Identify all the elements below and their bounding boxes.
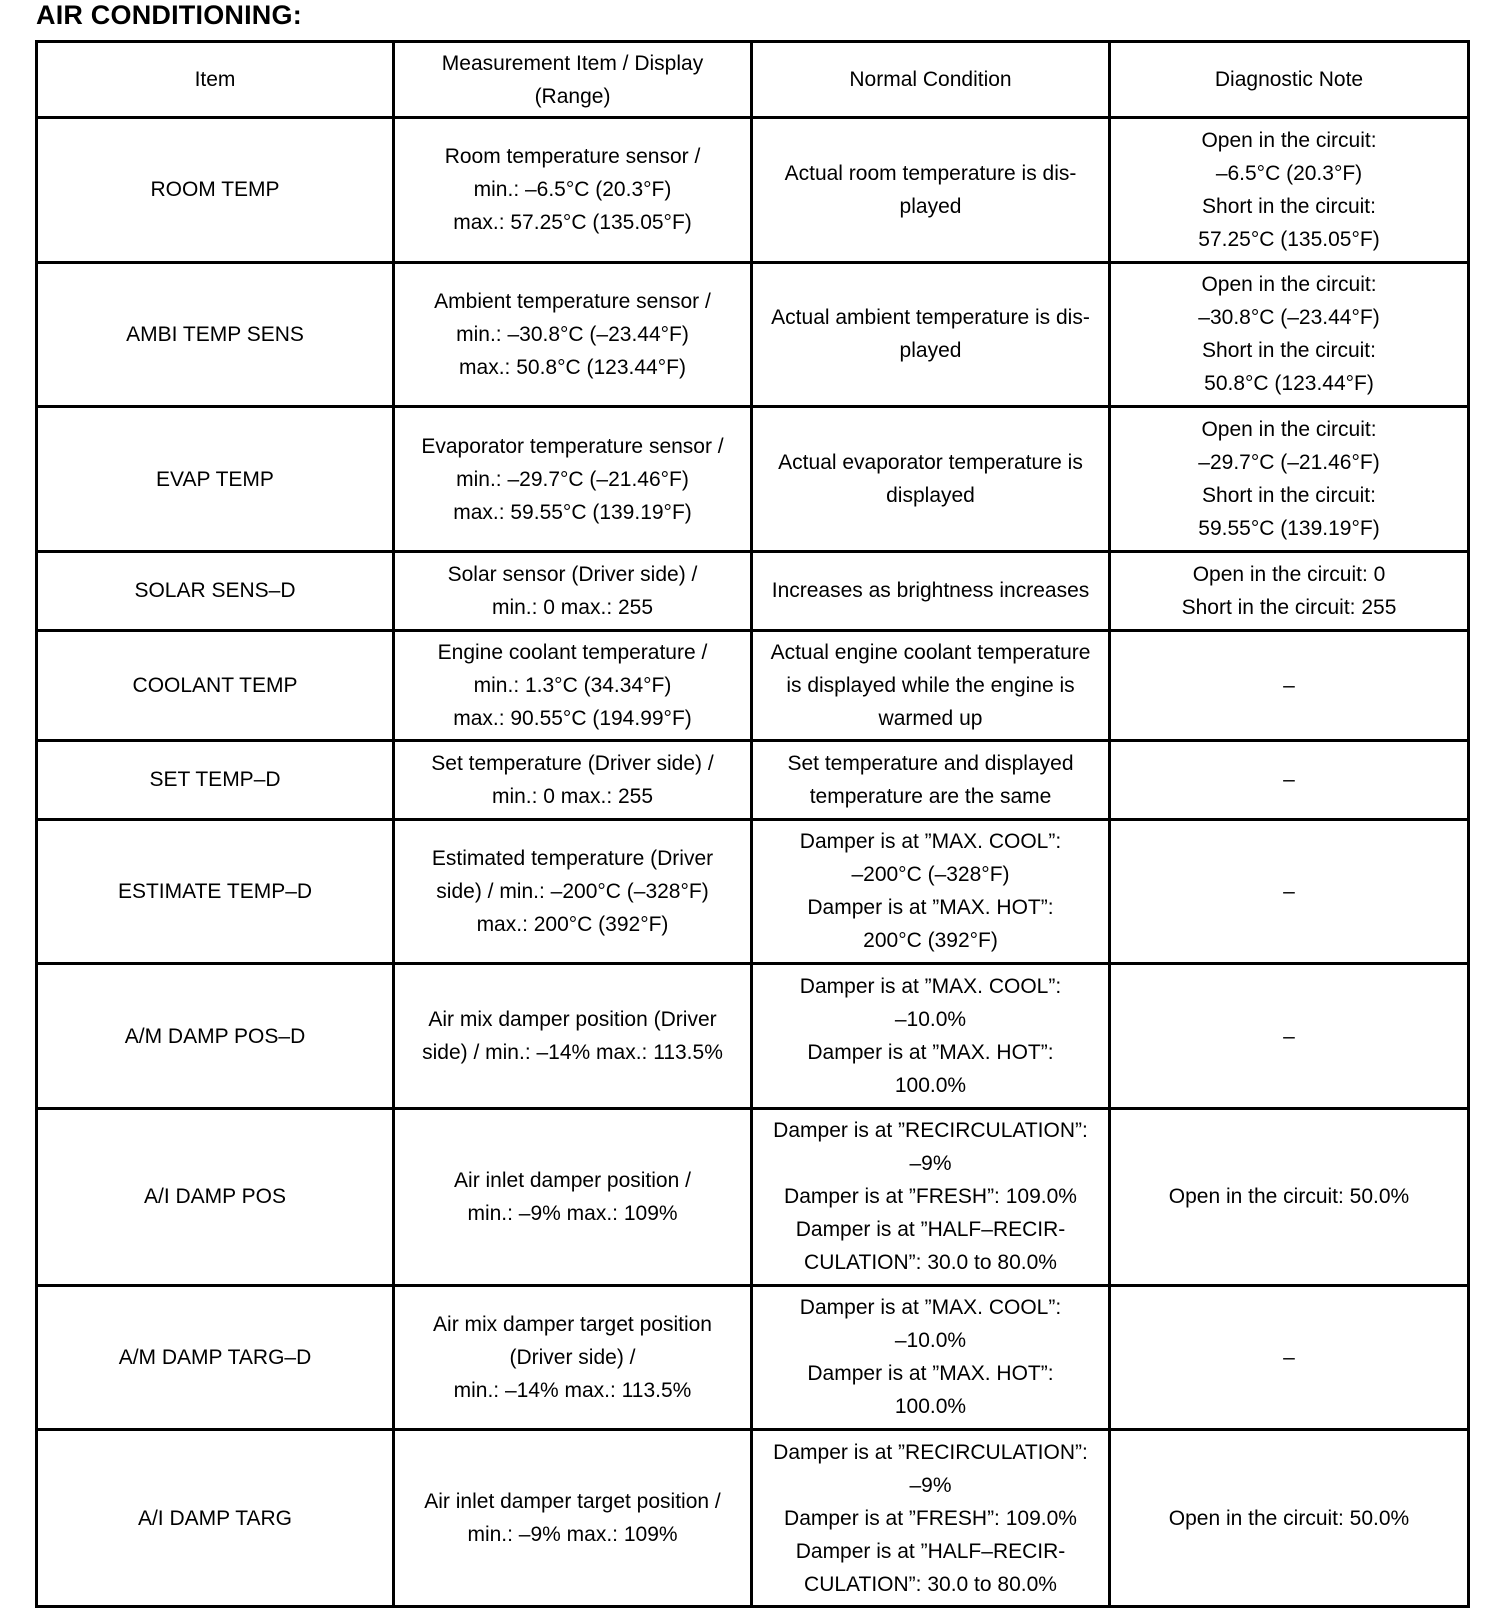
cell-normal-condition-line: warmed up	[878, 706, 983, 730]
cell-measurement-line: min.: 0 max.: 255	[491, 595, 654, 619]
table-row	[37, 1108, 1469, 1285]
cell-normal-condition-line: CULATION”: 30.0 to 80.0%	[804, 1572, 1057, 1596]
cell-item-line: ESTIMATE TEMP–D	[117, 879, 313, 903]
cell-measurement-line: min.: –6.5°C (20.3°F)	[473, 178, 672, 202]
cell-normal-condition-line: Damper is at ”FRESH”: 109.0%	[784, 1506, 1077, 1530]
cell-normal-condition-line: played	[899, 194, 962, 218]
cell-measurement-line: Room temperature sensor /	[444, 145, 701, 169]
header-normal-condition	[752, 42, 1110, 118]
cell-normal-condition-line: Damper is at ”FRESH”: 109.0%	[784, 1185, 1077, 1209]
header-normal-condition-line: Normal Condition	[849, 68, 1012, 91]
cell-measurement	[394, 1430, 752, 1607]
cell-normal-condition-line: Actual engine coolant temperature	[770, 640, 1091, 664]
cell-measurement-line: (Driver side) /	[509, 1345, 636, 1369]
cell-item	[37, 551, 394, 630]
cell-normal-condition	[752, 1108, 1110, 1285]
cell-measurement	[394, 741, 752, 820]
cell-normal-condition-line: Damper is at ”MAX. HOT”:	[807, 1041, 1054, 1065]
cell-diagnostic-note-line: –	[1283, 768, 1295, 792]
table-row	[37, 1430, 1469, 1607]
cell-item-line: A/I DAMP TARG	[137, 1506, 293, 1530]
cell-diagnostic-note	[1110, 1285, 1469, 1430]
cell-normal-condition	[752, 1285, 1110, 1430]
cell-diagnostic-note	[1110, 964, 1469, 1109]
cell-normal-condition-line: Damper is at ”HALF–RECIR-	[795, 1539, 1066, 1563]
table-row	[37, 551, 1469, 630]
cell-normal-condition-line: –10.0%	[894, 1329, 967, 1353]
cell-measurement	[394, 964, 752, 1109]
cell-normal-condition-line: Damper is at ”RECIRCULATION”:	[773, 1440, 1088, 1464]
cell-diagnostic-note-line: –6.5°C (20.3°F)	[1215, 161, 1363, 185]
cell-diagnostic-note-line: 50.8°C (123.44°F)	[1204, 372, 1374, 396]
cell-normal-condition	[752, 964, 1110, 1109]
cell-normal-condition-line: Actual room temperature is dis-	[784, 161, 1077, 185]
cell-diagnostic-note	[1110, 1108, 1469, 1285]
cell-normal-condition-line: temperature are the same	[809, 784, 1052, 808]
cell-measurement	[394, 262, 752, 407]
cell-diagnostic-note-line: Short in the circuit:	[1202, 484, 1376, 508]
cell-item-line: A/M DAMP POS–D	[124, 1024, 306, 1048]
air-conditioning-table	[35, 40, 1470, 1608]
cell-normal-condition-line: Damper is at ”RECIRCULATION”:	[773, 1119, 1088, 1143]
cell-diagnostic-note	[1110, 407, 1469, 552]
cell-measurement-line: Estimated temperature (Driver	[431, 846, 714, 870]
cell-normal-condition	[752, 262, 1110, 407]
cell-normal-condition-line: Damper is at ”MAX. HOT”:	[807, 896, 1054, 920]
cell-measurement	[394, 1108, 752, 1285]
cell-normal-condition	[752, 118, 1110, 263]
cell-measurement-line: max.: 200°C (392°F)	[476, 912, 669, 936]
header-diagnostic-note-line: Diagnostic Note	[1214, 68, 1364, 91]
cell-item	[37, 741, 394, 820]
cell-diagnostic-note-line: Open in the circuit: 50.0%	[1168, 1185, 1410, 1209]
cell-diagnostic-note-line: –29.7°C (–21.46°F)	[1198, 451, 1380, 475]
cell-item	[37, 118, 394, 263]
cell-measurement-line: min.: –14% max.: 113.5%	[453, 1378, 692, 1402]
cell-item	[37, 262, 394, 407]
cell-diagnostic-note	[1110, 262, 1469, 407]
cell-diagnostic-note-line: Open in the circuit: 0	[1192, 562, 1386, 586]
cell-measurement-line: Air inlet damper target position /	[424, 1490, 721, 1514]
cell-normal-condition	[752, 741, 1110, 820]
cell-diagnostic-note-line: –	[1283, 1024, 1295, 1048]
header-measurement-line: (Range)	[534, 84, 611, 108]
cell-measurement-line: Air mix damper target position	[433, 1312, 712, 1336]
cell-diagnostic-note	[1110, 741, 1469, 820]
cell-normal-condition-line: 200°C (392°F)	[863, 929, 998, 953]
cell-diagnostic-note-line: Short in the circuit: 255	[1181, 595, 1397, 619]
cell-item-line: SET TEMP–D	[149, 768, 281, 792]
cell-item-line: SOLAR SENS–D	[134, 579, 296, 603]
cell-diagnostic-note	[1110, 630, 1469, 741]
cell-measurement-line: side) / min.: –200°C (–328°F)	[436, 879, 709, 903]
cell-diagnostic-note-line: Open in the circuit: 50.0%	[1168, 1506, 1410, 1530]
cell-measurement-line: min.: –9% max.: 109%	[467, 1523, 678, 1547]
cell-item-line: AMBI TEMP SENS	[126, 322, 304, 346]
cell-normal-condition-line: Damper is at ”MAX. COOL”:	[799, 975, 1062, 999]
table-header-row	[37, 42, 1469, 118]
page-title: AIR CONDITIONING:	[36, 0, 302, 30]
cell-measurement-line: Set temperature (Driver side) /	[431, 751, 714, 775]
cell-measurement-line: min.: 0 max.: 255	[491, 784, 654, 808]
header-item	[37, 42, 394, 118]
cell-normal-condition-line: Damper is at ”HALF–RECIR-	[795, 1218, 1066, 1242]
cell-normal-condition-line: displayed	[886, 484, 975, 508]
cell-item	[37, 1430, 394, 1607]
cell-measurement-line: Engine coolant temperature /	[437, 640, 708, 664]
cell-diagnostic-note	[1110, 118, 1469, 263]
header-diagnostic-note	[1110, 42, 1469, 118]
cell-measurement-line: Evaporator temperature sensor /	[421, 434, 724, 458]
cell-measurement-line: max.: 59.55°C (139.19°F)	[453, 500, 692, 524]
cell-item-line: ROOM TEMP	[150, 178, 280, 202]
cell-diagnostic-note-line: Open in the circuit:	[1201, 273, 1377, 297]
cell-item-line: COOLANT TEMP	[132, 673, 298, 697]
cell-normal-condition-line: Damper is at ”MAX. COOL”:	[799, 830, 1062, 854]
header-item-line: Item	[194, 68, 236, 91]
cell-item-line: A/I DAMP POS	[144, 1185, 286, 1209]
cell-item	[37, 964, 394, 1109]
cell-normal-condition-line: –9%	[909, 1152, 952, 1176]
cell-measurement	[394, 1285, 752, 1430]
cell-diagnostic-note-line: –	[1283, 1345, 1295, 1369]
cell-measurement-line: min.: –30.8°C (–23.44°F)	[456, 322, 689, 346]
table-row	[37, 407, 1469, 552]
cell-diagnostic-note	[1110, 551, 1469, 630]
table-row	[37, 964, 1469, 1109]
header-measurement	[394, 42, 752, 118]
cell-item	[37, 1108, 394, 1285]
cell-item	[37, 819, 394, 964]
table-row	[37, 741, 1469, 820]
cell-normal-condition-line: Increases as brightness increases	[771, 579, 1090, 603]
cell-measurement-line: min.: –9% max.: 109%	[467, 1201, 678, 1225]
cell-diagnostic-note-line: –30.8°C (–23.44°F)	[1198, 306, 1380, 330]
cell-item	[37, 630, 394, 741]
cell-measurement-line: Air inlet damper position /	[454, 1168, 691, 1192]
cell-diagnostic-note-line: –	[1283, 673, 1295, 697]
cell-measurement	[394, 551, 752, 630]
cell-normal-condition	[752, 819, 1110, 964]
cell-measurement-line: min.: –29.7°C (–21.46°F)	[456, 467, 689, 491]
cell-measurement-line: Air mix damper position (Driver	[428, 1008, 717, 1032]
cell-diagnostic-note-line: 57.25°C (135.05°F)	[1198, 227, 1380, 251]
cell-normal-condition-line: played	[899, 339, 962, 363]
cell-measurement-line: max.: 57.25°C (135.05°F)	[453, 211, 692, 235]
cell-item	[37, 1285, 394, 1430]
cell-diagnostic-note	[1110, 819, 1469, 964]
cell-normal-condition-line: Set temperature and displayed	[787, 751, 1074, 775]
cell-diagnostic-note-line: Short in the circuit:	[1202, 339, 1376, 363]
cell-normal-condition-line: –200°C (–328°F)	[851, 863, 1010, 887]
header-measurement-line: Measurement Item / Display	[441, 51, 704, 75]
cell-normal-condition-line: Actual evaporator temperature is	[778, 451, 1083, 475]
cell-normal-condition	[752, 551, 1110, 630]
cell-normal-condition-line: –10.0%	[894, 1008, 967, 1032]
cell-normal-condition-line: Damper is at ”MAX. COOL”:	[799, 1296, 1062, 1320]
cell-measurement-line: Solar sensor (Driver side) /	[447, 562, 698, 586]
cell-normal-condition-line: 100.0%	[894, 1074, 967, 1098]
table-row	[37, 1285, 1469, 1430]
table-row	[37, 630, 1469, 741]
cell-diagnostic-note-line: Short in the circuit:	[1202, 194, 1376, 218]
table-row	[37, 118, 1469, 263]
cell-normal-condition	[752, 630, 1110, 741]
cell-normal-condition-line: Damper is at ”MAX. HOT”:	[807, 1362, 1054, 1386]
cell-diagnostic-note	[1110, 1430, 1469, 1607]
cell-normal-condition-line: 100.0%	[894, 1395, 967, 1419]
cell-measurement	[394, 407, 752, 552]
cell-normal-condition-line: is displayed while the engine is	[786, 673, 1075, 697]
cell-measurement-line: max.: 90.55°C (194.99°F)	[453, 706, 692, 730]
cell-measurement	[394, 819, 752, 964]
cell-diagnostic-note-line: –	[1283, 879, 1295, 903]
cell-normal-condition	[752, 407, 1110, 552]
cell-normal-condition-line: –9%	[909, 1473, 952, 1497]
cell-measurement-line: Ambient temperature sensor /	[434, 289, 711, 313]
table-row	[37, 819, 1469, 964]
table-row	[37, 262, 1469, 407]
cell-measurement-line: max.: 50.8°C (123.44°F)	[459, 355, 686, 379]
cell-item	[37, 407, 394, 552]
cell-normal-condition-line: Actual ambient temperature is dis-	[771, 306, 1090, 330]
cell-measurement	[394, 118, 752, 263]
table-body	[37, 118, 1469, 1607]
cell-measurement	[394, 630, 752, 741]
cell-measurement-line: side) / min.: –14% max.: 113.5%	[422, 1041, 723, 1065]
cell-diagnostic-note-line: 59.55°C (139.19°F)	[1198, 517, 1380, 541]
cell-measurement-line: min.: 1.3°C (34.34°F)	[473, 673, 672, 697]
cell-item-line: EVAP TEMP	[156, 467, 274, 491]
cell-item-line: A/M DAMP TARG–D	[118, 1345, 312, 1369]
cell-diagnostic-note-line: Open in the circuit:	[1201, 418, 1377, 442]
cell-normal-condition-line: CULATION”: 30.0 to 80.0%	[804, 1251, 1057, 1275]
cell-diagnostic-note-line: Open in the circuit:	[1201, 128, 1377, 152]
cell-normal-condition	[752, 1430, 1110, 1607]
